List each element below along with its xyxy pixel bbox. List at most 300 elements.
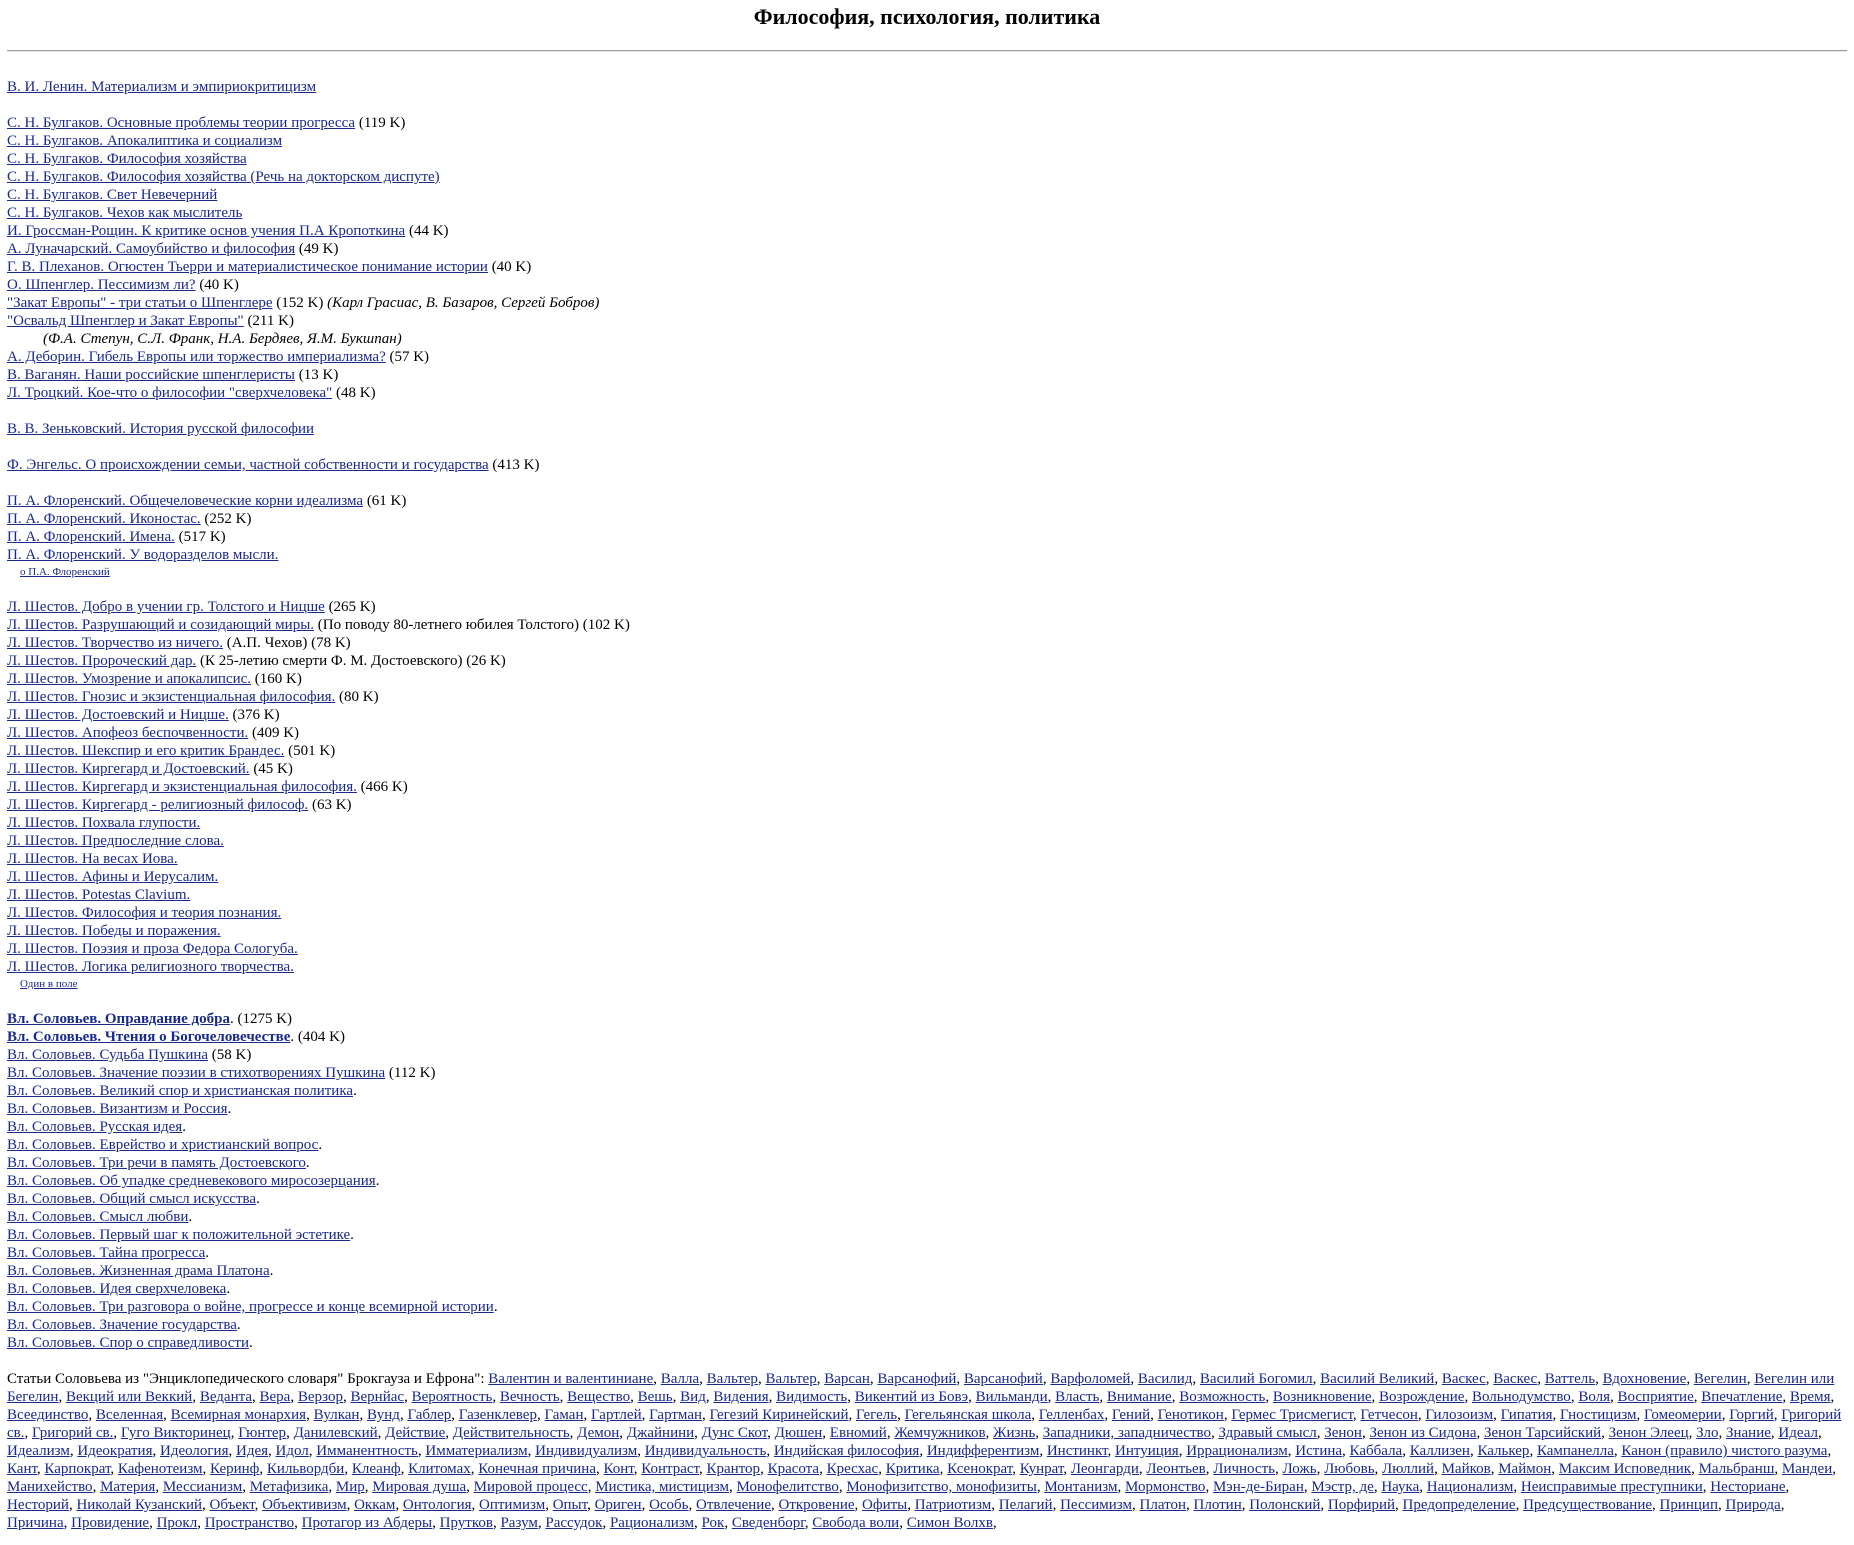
encyclopedia-link[interactable]: Действительность — [452, 1425, 570, 1441]
encyclopedia-link[interactable]: Калькер — [1477, 1443, 1530, 1459]
encyclopedia-link[interactable]: Варсанофий — [877, 1371, 957, 1387]
article-link[interactable]: Вл. Соловьев. Смысл любви — [7, 1209, 189, 1225]
article-link[interactable]: Л. Шестов. Предпоследние слова. — [7, 833, 224, 849]
article-meta: (А.П. Чехов) (78 K) — [222, 635, 351, 651]
encyclopedia-link[interactable]: Керинф — [210, 1461, 260, 1477]
article-meta: . — [249, 1335, 253, 1351]
encyclopedia-link[interactable]: Василий Великий — [1320, 1371, 1435, 1387]
encyclopedia-link[interactable]: Ориген — [594, 1497, 642, 1513]
encyclopedia-link[interactable]: Власть — [1055, 1389, 1100, 1405]
encyclopedia-link[interactable]: Плотин — [1193, 1497, 1242, 1513]
encyclopedia-link[interactable]: Вера — [259, 1389, 291, 1405]
article-item — [7, 1172, 1847, 1190]
article-link[interactable]: Вл. Соловьев. Чтения о Богочеловечестве — [7, 1029, 291, 1045]
encyclopedia-link[interactable]: Впечатление — [1701, 1389, 1783, 1405]
encyclopedia-link[interactable]: Джайнини — [626, 1425, 695, 1441]
article-item — [7, 778, 1847, 796]
encyclopedia-link[interactable]: Свобода воли — [812, 1515, 900, 1531]
article-link[interactable]: О. Шпенглер. Пессимизм ли? — [7, 277, 196, 293]
encyclopedia-link[interactable]: Сведенборг — [731, 1515, 805, 1531]
encyclopedia-link[interactable]: Предопределение — [1402, 1497, 1516, 1513]
article-link[interactable]: И. Гроссман-Рощин. К критике основ учения П.А Кропоткина — [7, 223, 406, 239]
sub-link[interactable]: Один в поле — [20, 978, 78, 990]
article-meta: . (1275 K) — [229, 1011, 293, 1027]
encyclopedia-link[interactable]: Каллизен — [1409, 1443, 1470, 1459]
article-link[interactable]: С. Н. Булгаков. Апокалиптика и социализм — [7, 133, 283, 149]
encyclopedia-link[interactable]: Вольнодумство — [1471, 1389, 1571, 1405]
encyclopedia-link[interactable]: Прокл — [156, 1515, 198, 1531]
encyclopedia-link[interactable]: Особь — [649, 1497, 689, 1513]
encyclopedia-link[interactable]: Вернйас — [350, 1389, 405, 1405]
article-item — [7, 222, 1847, 240]
article-link[interactable]: "Освальд Шпенглер и Закат Европы" — [7, 313, 244, 329]
encyclopedia-link[interactable]: Предсуществование — [1523, 1497, 1653, 1513]
article-link[interactable]: П. А. Флоренский. Иконостас. — [7, 511, 201, 527]
article-link[interactable]: Вл. Соловьев. Тайна прогресса — [7, 1245, 206, 1261]
encyclopedia-link[interactable]: Монофизитство, монофизиты — [846, 1479, 1037, 1495]
encyclopedia-link[interactable]: Офиты — [862, 1497, 908, 1513]
encyclopedia-link[interactable]: Мировой процесс — [473, 1479, 588, 1495]
article-item — [7, 616, 1847, 634]
encyclopedia-link[interactable]: Ксенократ — [947, 1461, 1013, 1477]
article-link[interactable]: Л. Шестов. Разрушающий и созидающий миры. — [7, 617, 315, 633]
article-item — [7, 420, 1847, 438]
article-meta: (265 K) — [324, 599, 376, 615]
article-meta: (112 K) — [385, 1065, 436, 1081]
article-link[interactable]: С. Н. Булгаков. Свет Невечерний — [7, 187, 218, 203]
encyclopedia-link[interactable]: Василид — [1137, 1371, 1193, 1387]
article-link[interactable]: Л. Шестов. Potestas Clavium. — [7, 887, 191, 903]
encyclopedia-link[interactable]: Максим Исповедник — [1558, 1461, 1692, 1477]
encyclopedia-link[interactable]: Идеал — [1778, 1425, 1818, 1441]
article-item — [7, 1154, 1847, 1172]
encyclopedia-link[interactable]: Кресхас — [826, 1461, 879, 1477]
article-link[interactable]: Л. Шестов. Похвала глупости. — [7, 815, 201, 831]
encyclopedia-link[interactable]: Мэн-де-Биран — [1212, 1479, 1304, 1495]
encyclopedia-link[interactable]: Гелленбах — [1038, 1407, 1105, 1423]
encyclopedia-link[interactable]: Данилевский — [293, 1425, 378, 1441]
encyclopedia-link[interactable]: Дюшен — [774, 1425, 823, 1441]
encyclopedia-link[interactable]: Интуиция — [1114, 1443, 1179, 1459]
encyclopedia-link[interactable]: Клитомах — [408, 1461, 471, 1477]
encyclopedia-link[interactable]: Гомеомерии — [1644, 1407, 1722, 1423]
encyclopedia-link[interactable]: Имманентность — [316, 1443, 418, 1459]
encyclopedia-link[interactable]: Онтология — [402, 1497, 472, 1513]
article-group — [7, 456, 1847, 474]
encyclopedia-link[interactable]: Симон Волхв — [906, 1515, 993, 1531]
encyclopedia-link[interactable]: Кампанелла — [1536, 1443, 1614, 1459]
article-meta: (40 K) — [487, 259, 532, 275]
article-link[interactable]: Вл. Соловьев. Значение поэзии в стихотворениях Пушкина — [7, 1065, 386, 1081]
encyclopedia-link[interactable]: Монофелитство — [736, 1479, 839, 1495]
article-item — [7, 886, 1847, 904]
encyclopedia-link[interactable]: Кунрат — [1019, 1461, 1064, 1477]
encyclopedia-link[interactable]: Гипатия — [1500, 1407, 1553, 1423]
encyclopedia-link[interactable]: Клеанф — [351, 1461, 401, 1477]
encyclopedia-link[interactable]: Гермес Трисмегист — [1231, 1407, 1353, 1423]
encyclopedia-link[interactable]: Всеединство — [7, 1407, 89, 1423]
article-meta: (211 K) — [243, 313, 294, 329]
encyclopedia-link[interactable]: Индивидуальность — [644, 1443, 767, 1459]
article-link[interactable]: Л. Шестов. Гнозис и экзистенциальная философия. — [7, 689, 336, 705]
encyclopedia-link[interactable]: Гений — [1111, 1407, 1151, 1423]
article-link[interactable]: П. А. Флоренский. У водоразделов мысли. — [7, 547, 279, 563]
article-meta: . — [226, 1281, 231, 1297]
encyclopedia-link[interactable]: Зло — [1696, 1425, 1719, 1441]
article-link[interactable]: Л. Шестов. Победы и поражения. — [7, 923, 221, 939]
article-link[interactable]: Вл. Соловьев. Еврейство и христианский вопрос — [7, 1137, 319, 1153]
article-link[interactable]: В. И. Ленин. Материализм и эмпириокритицизм — [7, 79, 317, 95]
article-link[interactable]: Вл. Соловьев. Общий смысл искусства — [7, 1191, 257, 1207]
article-meta: (По поводу 80-летнего юбилея Толстого) (102 K) — [314, 617, 630, 633]
article-link[interactable]: П. А. Флоренский. Имена. — [7, 529, 175, 545]
article-link[interactable]: Л. Шестов. Апофеоз беспочвенности. — [7, 725, 249, 741]
encyclopedia-link[interactable]: Рационализм — [609, 1515, 695, 1531]
article-link[interactable]: Л. Шестов. Философия и теория познания. — [7, 905, 282, 921]
encyclopedia-link[interactable]: Истина — [1295, 1443, 1343, 1459]
encyclopedia-link[interactable]: Василий Богомил — [1199, 1371, 1313, 1387]
encyclopedia-link[interactable]: Николай Кузанский — [76, 1497, 203, 1513]
article-item — [7, 868, 1847, 886]
article-link[interactable]: Вл. Соловьев. Жизненная драма Платона — [7, 1263, 270, 1279]
encyclopedia-link[interactable]: Оптимизм — [479, 1497, 546, 1513]
article-meta: . — [236, 1317, 241, 1333]
article-link[interactable]: Л. Шестов. Достоевский и Ницше. — [7, 707, 229, 723]
encyclopedia-link[interactable]: Порфирий — [1327, 1497, 1396, 1513]
encyclopedia-link[interactable]: Кафенотеизм — [117, 1461, 203, 1477]
encyclopedia-link[interactable]: Мандеи — [1781, 1461, 1833, 1477]
article-link[interactable]: Л. Шестов. Киргегард - религиозный философ. — [7, 797, 309, 813]
encyclopedia-link[interactable]: Принцип — [1659, 1497, 1718, 1513]
article-item — [7, 546, 1847, 564]
encyclopedia-link[interactable]: Векций или Веккий — [65, 1389, 193, 1405]
encyclopedia-link[interactable]: Гартман — [649, 1407, 702, 1423]
article-link[interactable]: Вл. Соловьев. Значение государства — [7, 1317, 237, 1333]
encyclopedia-link[interactable]: Любовь — [1324, 1461, 1375, 1477]
encyclopedia-link[interactable]: Видимость — [776, 1389, 848, 1405]
page-title: Философия, психология, политика — [753, 4, 1101, 29]
encyclopedia-link[interactable]: Неисправимые преступники — [1520, 1479, 1703, 1495]
encyclopedia-link[interactable]: Евномий — [829, 1425, 887, 1441]
encyclopedia-link[interactable]: Мальбранш — [1698, 1461, 1775, 1477]
article-link[interactable]: Л. Шестов. Умозрение и апокалипсис. — [7, 671, 252, 687]
encyclopedia-link[interactable]: Рассудок — [545, 1515, 603, 1531]
encyclopedia-link[interactable]: Идея — [235, 1443, 269, 1459]
article-link[interactable]: Вл. Соловьев. Первый шаг к положительной эстетике — [7, 1227, 351, 1243]
encyclopedia-link[interactable]: Вальтер — [765, 1371, 817, 1387]
encyclopedia-link[interactable]: Жизнь — [993, 1425, 1036, 1441]
encyclopedia-link[interactable]: Критика — [885, 1461, 940, 1477]
encyclopedia-link[interactable]: Индифферентизм — [926, 1443, 1040, 1459]
encyclopedia-link[interactable]: Гуго Викторинец — [120, 1425, 231, 1441]
encyclopedia-link[interactable]: Вещество — [567, 1389, 631, 1405]
article-group — [7, 598, 1847, 992]
encyclopedia-link[interactable]: Варфоломей — [1050, 1371, 1131, 1387]
encyclopedia-link[interactable]: Мессианизм — [162, 1479, 243, 1495]
encyclopedia-link[interactable]: Пелагий — [998, 1497, 1053, 1513]
article-link[interactable]: С. Н. Булгаков. Основные проблемы теории прогресса — [7, 115, 356, 131]
encyclopedia-link[interactable]: Васкес — [1441, 1371, 1486, 1387]
encyclopedia-link[interactable]: Вдохновение — [1602, 1371, 1687, 1387]
encyclopedia-link[interactable]: Валла — [660, 1371, 700, 1387]
article-link[interactable]: Вл. Соловьев. Русская идея — [7, 1119, 183, 1135]
encyclopedia-link[interactable]: Вид — [680, 1389, 706, 1405]
article-item — [7, 598, 1847, 616]
encyclopedia-link[interactable]: Возможность — [1179, 1389, 1266, 1405]
encyclopedia-link[interactable]: Национализм — [1426, 1479, 1514, 1495]
article-meta: . — [353, 1083, 357, 1099]
article-authors: (Карл Грасиас, В. Базаров, Сергей Бобров) — [327, 295, 600, 311]
encyclopedia-link[interactable]: Ваттель — [1544, 1371, 1596, 1387]
encyclopedia-link[interactable]: Отвлечение — [696, 1497, 771, 1513]
encyclopedia-link[interactable]: Действие — [385, 1425, 446, 1441]
article-item — [7, 366, 1847, 384]
encyclopedia-link[interactable]: Генотикон — [1157, 1407, 1224, 1423]
encyclopedia-link[interactable]: Григорий св. — [32, 1425, 114, 1441]
encyclopedia-link[interactable]: Зенон из Сидона — [1369, 1425, 1477, 1441]
article-item — [7, 850, 1847, 868]
encyclopedia-link[interactable]: Ложь — [1282, 1461, 1317, 1477]
encyclopedia-link[interactable]: Метафизика — [249, 1479, 329, 1495]
article-link[interactable]: Л. Троцкий. Кое-что о философии "сверхчеловека" — [7, 385, 333, 401]
encyclopedia-link[interactable]: Вероятность — [411, 1389, 493, 1405]
article-link[interactable]: Вл. Соловьев. Три речи в память Достоевского — [7, 1155, 306, 1171]
article-item — [7, 940, 1847, 958]
encyclopedia-link[interactable]: Мормонство — [1124, 1479, 1206, 1495]
article-link[interactable]: А. Деборин. Гибель Европы или торжество империализма? — [7, 349, 386, 365]
article-link[interactable]: С. Н. Булгаков. Чехов как мыслитель — [7, 205, 243, 221]
article-item — [7, 492, 1847, 510]
article-link[interactable]: А. Луначарский. Самоубийство и философия — [7, 241, 296, 257]
encyclopedia-link[interactable]: Васкес — [1493, 1371, 1538, 1387]
article-list — [7, 78, 1847, 1352]
encyclopedia-link[interactable]: Патриотизм — [914, 1497, 992, 1513]
encyclopedia-link[interactable]: Вулкан — [313, 1407, 360, 1423]
article-link[interactable]: Л. Шестов. Пророческий дар. — [7, 653, 197, 669]
encyclopedia-link[interactable]: Откровение — [778, 1497, 855, 1513]
encyclopedia-link[interactable]: Валентин и валентиниане — [488, 1371, 654, 1387]
article-link[interactable]: Л. Шестов. Творчество из ничего. — [7, 635, 223, 651]
encyclopedia-link[interactable]: Красота — [767, 1461, 820, 1477]
encyclopedia-link[interactable]: Контраст — [641, 1461, 699, 1477]
article-link[interactable]: Вл. Соловьев. Об упадке средневекового миросозерцания — [7, 1173, 376, 1189]
encyclopedia-link[interactable]: Гюнтер — [238, 1425, 287, 1441]
encyclopedia-link[interactable]: Здравый смысл — [1218, 1425, 1317, 1441]
article-link[interactable]: Вл. Соловьев. Византизм и Россия — [7, 1101, 228, 1117]
article-link[interactable]: Вл. Соловьев. Великий спор и христианская политика — [7, 1083, 354, 1099]
article-meta: (40 K) — [195, 277, 239, 293]
article-link[interactable]: Вл. Соловьев. Судьба Пушкина — [7, 1047, 209, 1063]
encyclopedia-link[interactable]: Люллий — [1382, 1461, 1435, 1477]
encyclopedia-link[interactable]: Веданта — [199, 1389, 252, 1405]
encyclopedia-link[interactable]: Имматериализм — [425, 1443, 528, 1459]
encyclopedia-link[interactable]: Природа — [1725, 1497, 1781, 1513]
encyclopedia-link[interactable]: Мир — [335, 1479, 365, 1495]
encyclopedia-link[interactable]: Восприятие — [1617, 1389, 1694, 1405]
encyclopedia-link[interactable]: Мировая душа — [372, 1479, 467, 1495]
article-link[interactable]: Вл. Соловьев. Идея сверхчеловека — [7, 1281, 227, 1297]
encyclopedia-link[interactable]: Идеология — [159, 1443, 229, 1459]
encyclopedia-link[interactable]: Зенон Тарсийский — [1484, 1425, 1602, 1441]
encyclopedia-link[interactable]: Внимание — [1106, 1389, 1172, 1405]
encyclopedia-link[interactable]: Пространство — [204, 1515, 295, 1531]
encyclopedia-link[interactable]: Знание — [1725, 1425, 1771, 1441]
encyclopedia-link[interactable]: Конт — [603, 1461, 634, 1477]
encyclopedia-link[interactable]: Рок — [701, 1515, 725, 1531]
encyclopedia-link[interactable]: Объективизм — [262, 1497, 347, 1513]
encyclopedia-link[interactable]: Гартлей — [590, 1407, 642, 1423]
encyclopedia-link[interactable]: Разум — [500, 1515, 538, 1531]
encyclopedia-link[interactable]: Видения — [713, 1389, 769, 1405]
article-link[interactable]: Л. Шестов. На весах Иова. — [7, 851, 178, 867]
encyclopedia-link[interactable]: Конечная причина — [478, 1461, 596, 1477]
encyclopedia-link[interactable]: Карпократ — [44, 1461, 111, 1477]
article-meta: . — [318, 1137, 323, 1153]
encyclopedia-link[interactable]: Дунс Скот — [701, 1425, 768, 1441]
encyclopedia-link[interactable]: Гетчесон — [1360, 1407, 1418, 1423]
article-link[interactable]: П. А. Флоренский. Общечеловеческие корни идеализма — [7, 493, 364, 509]
encyclopedia-link[interactable]: Опыт — [552, 1497, 588, 1513]
article-link[interactable]: В. В. Зеньковский. История русской философии — [7, 421, 315, 437]
encyclopedia-link[interactable]: Индивидуализм — [535, 1443, 638, 1459]
encyclopedia-link[interactable]: Мистика, мистицизм — [595, 1479, 730, 1495]
encyclopedia-link[interactable]: Викентий из Бовэ — [854, 1389, 969, 1405]
article-meta: (119 K) — [355, 115, 406, 131]
encyclopedia-link[interactable]: Маймон — [1498, 1461, 1552, 1477]
article-link[interactable]: Вл. Соловьев. Спор о справедливости — [7, 1335, 250, 1351]
sub-link[interactable]: о П.А. Флоренский — [20, 566, 110, 578]
article-link[interactable]: Л. Шестов. Логика религиозного творчества. — [7, 959, 294, 975]
encyclopedia-link[interactable]: Кант — [7, 1461, 37, 1477]
article-item — [7, 348, 1847, 366]
encyclopedia-link[interactable]: Варсан — [824, 1371, 870, 1387]
encyclopedia-link[interactable]: Пессимизм — [1060, 1497, 1133, 1513]
article-meta: . — [493, 1299, 498, 1315]
encyclopedia-link[interactable]: Вунд — [366, 1407, 400, 1423]
encyclopedia-link[interactable]: Материя — [100, 1479, 156, 1495]
encyclopedia-link[interactable]: Возникновение — [1272, 1389, 1372, 1405]
encyclopedia-articles: Статьи Соловьева из "Энциклопедического словаря" Брокгауза и Ефрона": Валентин и валентиниане, Валла, Вальтер, Вальтер, Варсан, Варсанофий, Варсанофий, Варфоломей, Василид, Василий Богомил, Василий Великий, Васкес, Васкес, Ваттель, Вдохновение, Вегелин, Вегелин или Бегелин, Векций или Веккий, Веданта, Вера, Верзор, Вернйас, Вероятность, Вечность, Вещество, Вешь, Вид, Видения, Видимость, Викентий из Бовэ, Вильманди, Власть, Внимание, Возможность, Возникновение, Возрождение, Вольнодумство, Воля, Восприятие, Впечатление, Время, Всеединство, Вселенная, Всемирная монархия, Вулкан, Вунд, Габлер, Газенклевер, Гаман, Гартлей, Гартман, Гегезий Киринейский, Гегель, Гегельянская школа, Гелленбах, Гений, Генотикон, Гермес Трисмегист, Гетчесон, Гилозоизм, Гипатия, Гностицизм, Гомеомерии, Горгий, Григорий св., Григорий св., Гуго Викторинец, Гюнтер, Данилевский, Действие, Действительность, Демон, Джайнини, Дунс Скот, Дюшен, Евномий, Жемчужников, Жизнь, Западники, западничество, Здравый смысл, Зенон, Зенон из Сидона, Зенон Тарсийский, Зенон Элеец, Зло, Знание, Идеал, Идеализм, Идеократия, Идеология, Идея, Идол, Имманентность, Имматериализм, Индивидуализм, Индивидуальность, Индийская философия, Индифферентизм, Инстинкт, Интуиция, Иррационализм, Истина, Каббала, Каллизен, Калькер, Кампанелла, Канон (правило) чистого разума, Кант, Карпократ, Кафенотеизм, Керинф, Кильвордби, Клеанф, Клитомах, Конечная причина, Конт, Контраст, Крантор, Красота, Кресхас, Критика, Ксенократ, Кунрат, Леонгарди, Леонтьев, Личность, Ложь, Любовь, Люллий, Майков, Маймон, Максим Исповедник, Мальбранш, Мандеи, Манихейство, Материя, Мессианизм, Метафизика, Мир, Мировая душа, Мировой процесс, Мистика, мистицизм, Монофелитство, Монофизитство, монофизиты, Монтанизм, Мормонство, Мэн-де-Биран, Мэстр, де, Наука, Национализм, Неисправимые преступники, Несториане, Несторий, Николай Кузанский, Объект, Объективизм, Оккам, Онтология, Оптимизм, Опыт, Ориген, Особь, Отвлечение, Откровение, Офиты, Патриотизм, Пелагий, Пессимизм, Платон, Плотин, Полонский, Порфирий, Предопределение, Предсуществование, Принцип, Природа, Причина, Провидение, Прокл, Пространство, Протагор из Абдеры, Прутков, Разум, Рассудок, Рационализм, Рок, Сведенборг, Свобода воли, Симон Волхв, — [7, 1371, 1842, 1531]
article-link[interactable]: С. Н. Булгаков. Философия хозяйства (Речь на докторском диспуте) — [7, 169, 440, 185]
encyclopedia-link[interactable]: Гностицизм — [1560, 1407, 1637, 1423]
article-link[interactable]: Л. Шестов. Шекспир и его критик Брандес. — [7, 743, 285, 759]
encyclopedia-link[interactable]: Личность — [1213, 1461, 1275, 1477]
article-link[interactable]: Л. Шестов. Киргегард и экзистенциальная философия. — [7, 779, 357, 795]
encyclopedia-link[interactable]: Прутков — [439, 1515, 493, 1531]
encyclopedia-link[interactable]: Гегельянская школа — [904, 1407, 1032, 1423]
article-item — [7, 634, 1847, 652]
article-item — [7, 150, 1847, 168]
encyclopedia-link[interactable]: Вечность — [499, 1389, 560, 1405]
encyclopedia-link[interactable]: Провидение — [71, 1515, 150, 1531]
encyclopedia-link[interactable]: Протагор из Абдеры — [301, 1515, 433, 1531]
encyclopedia-link[interactable]: Кильвордби — [266, 1461, 345, 1477]
encyclopedia-link[interactable]: Зенон Элеец — [1608, 1425, 1689, 1441]
encyclopedia-link[interactable]: Платон — [1139, 1497, 1186, 1513]
encyclopedia-link[interactable]: Вселенная — [95, 1407, 164, 1423]
article-group — [7, 1010, 1847, 1352]
article-meta: (501 K) — [284, 743, 336, 759]
encyclopedia-link[interactable]: Демон — [577, 1425, 620, 1441]
article-item — [7, 814, 1847, 832]
encyclopedia-link[interactable]: Канон (правило) чистого разума — [1621, 1443, 1828, 1459]
article-link[interactable]: Ф. Энгельс. О происхождении семьи, частной собственности и государства — [7, 457, 489, 473]
article-link[interactable]: Вл. Соловьев. Оправдание добра — [7, 1011, 230, 1027]
article-meta: . — [305, 1155, 310, 1171]
encyclopedia-link[interactable]: Гилозоизм — [1425, 1407, 1494, 1423]
encyclopedia-link[interactable]: Варсанофий — [963, 1371, 1043, 1387]
encyclopedia-link[interactable]: Леонтьев — [1146, 1461, 1206, 1477]
encyclopedia-link[interactable]: Воля — [1578, 1389, 1611, 1405]
encyclopedia-link[interactable]: Несториане — [1710, 1479, 1786, 1495]
encyclopedia-link[interactable]: Манихейство — [7, 1479, 93, 1495]
encyclopedia-link[interactable]: Майков — [1441, 1461, 1491, 1477]
encyclopedia-link[interactable]: Гегель — [855, 1407, 898, 1423]
article-item — [7, 1010, 1847, 1028]
encyclopedia-link[interactable]: Наука — [1381, 1479, 1420, 1495]
article-link[interactable]: Вл. Соловьев. Три разговора о войне, прогрессе и конце всемирной истории — [7, 1299, 494, 1315]
encyclopedia-link[interactable]: Иррационализм — [1186, 1443, 1288, 1459]
encyclopedia-link[interactable]: Инстинкт — [1046, 1443, 1108, 1459]
article-group — [7, 420, 1847, 438]
article-item — [7, 1280, 1847, 1298]
encyclopedia-link[interactable]: Идеализм — [7, 1443, 70, 1459]
encyclopedia-link[interactable]: Вегелин — [1693, 1371, 1747, 1387]
encyclopedia-link[interactable]: Полонский — [1249, 1497, 1321, 1513]
article-link[interactable]: Л. Шестов. Киргегард и Достоевский. — [7, 761, 250, 777]
encyclopedia-link[interactable]: Жемчужников — [894, 1425, 986, 1441]
encyclopedia-link[interactable]: Монтанизм — [1044, 1479, 1118, 1495]
article-link[interactable]: С. Н. Булгаков. Философия хозяйства — [7, 151, 247, 167]
article-item — [7, 132, 1847, 150]
encyclopedia-link[interactable]: Каббала — [1349, 1443, 1403, 1459]
encyclopedia-link[interactable]: Идол — [275, 1443, 309, 1459]
article-group — [7, 78, 1847, 96]
encyclopedia-link[interactable]: Объект — [209, 1497, 255, 1513]
encyclopedia-link[interactable]: Мэстр, де — [1311, 1479, 1374, 1495]
encyclopedia-link[interactable]: Возрождение — [1379, 1389, 1465, 1405]
article-link[interactable]: В. Ваганян. Наши российские шпенглеристы — [7, 367, 295, 383]
encyclopedia-link[interactable]: Индийская философия — [773, 1443, 920, 1459]
encyclopedia-link[interactable]: Гегезий Киринейский — [709, 1407, 849, 1423]
article-link[interactable]: Л. Шестов. Поэзия и проза Федора Сологуба. — [7, 941, 298, 957]
encyclopedia-link[interactable]: Леонгарди — [1070, 1461, 1139, 1477]
encyclopedia-link[interactable]: Григорий св. — [7, 1407, 1842, 1441]
encyclopedia-link[interactable]: Габлер — [407, 1407, 452, 1423]
encyclopedia-link[interactable]: Идеократия — [77, 1443, 153, 1459]
encyclopedia-link[interactable]: Вальтер — [706, 1371, 758, 1387]
encyclopedia-link[interactable]: Гаман — [544, 1407, 584, 1423]
encyclopedia-link[interactable]: Причина — [7, 1515, 64, 1531]
encyclopedia-link[interactable]: Крантор — [706, 1461, 761, 1477]
encyclopedia-link[interactable]: Верзор — [297, 1389, 344, 1405]
article-link[interactable]: Г. В. Плеханов. Огюстен Тьерри и материалистическое понимание истории — [7, 259, 488, 275]
encyclopedia-link[interactable]: Несторий — [7, 1497, 69, 1513]
encyclopedia-link[interactable]: Западники, западничество — [1042, 1425, 1211, 1441]
encyclopedia-link[interactable]: Вильманди — [975, 1389, 1048, 1405]
encyclopedia-link[interactable]: Оккам — [354, 1497, 396, 1513]
encyclopedia-link[interactable]: Время — [1789, 1389, 1831, 1405]
encyclopedia-link[interactable]: Зенон — [1324, 1425, 1362, 1441]
encyclopedia-link[interactable]: Вешь — [637, 1389, 673, 1405]
encyclopedia-link[interactable]: Всемирная монархия — [170, 1407, 307, 1423]
encyclopedia-link[interactable]: Вегелин или Бегелин — [7, 1371, 1835, 1405]
encyclopedia-link[interactable]: Горгий — [1729, 1407, 1774, 1423]
article-link[interactable]: Л. Шестов. Афины и Иерусалим. — [7, 869, 219, 885]
article-link[interactable]: Л. Шестов. Добро в учении гр. Толстого и Ницше — [7, 599, 325, 615]
article-link[interactable]: "Закат Европы" - три статьи о Шпенглере — [7, 295, 273, 311]
encyclopedia-link[interactable]: Газенклевер — [458, 1407, 537, 1423]
